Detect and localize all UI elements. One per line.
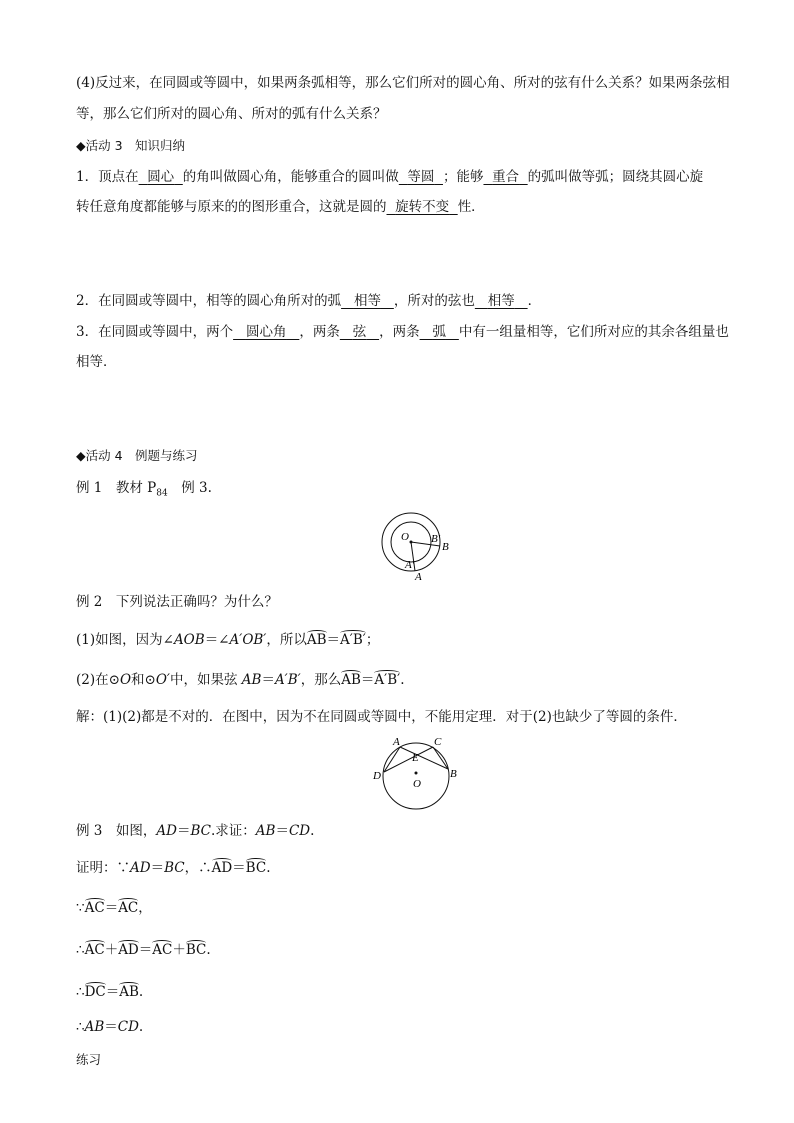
text: 3．在同圆或等圆中，两个 — [76, 324, 234, 340]
practice-heading: 练习 — [76, 1052, 102, 1067]
text: 性． — [457, 199, 485, 215]
text: 和⊙ — [131, 672, 156, 688]
text: ＝ — [138, 942, 153, 958]
text: . — [138, 1019, 144, 1035]
arc-symbol: AC — [118, 897, 138, 919]
question-4-line-1: (4)反过来，在同圆或等圆中，如果两条弧相等，那么它们所对的圆心角、所对的弦有什么关系？如果两条弦相 — [76, 75, 730, 91]
text: ＝∠ — [204, 632, 230, 648]
text: 1．顶点在 — [76, 169, 139, 185]
example-2-q1 — [76, 629, 756, 651]
text: ∵ — [76, 900, 85, 916]
text: ＝ — [232, 860, 246, 876]
example-2-q2 — [76, 669, 756, 691]
text: 的角叫做圆心角，能够重合的圆叫做 — [182, 169, 399, 185]
text: ． — [527, 293, 542, 309]
arc-symbol: AB — [119, 981, 139, 1003]
text: ＋ — [172, 942, 186, 958]
question-4-line-2: 等，那么它们所对的圆心角、所对的弧有什么关系？ — [76, 106, 387, 122]
text: 例 3. — [167, 480, 212, 496]
arc-symbol: DC — [85, 981, 106, 1003]
label-b: B — [450, 768, 457, 780]
math: CD — [117, 1019, 139, 1035]
activity-3-heading: ◆活动 3 知识归纳 — [76, 138, 186, 153]
activity-4-heading: ◆活动 4 例题与练习 — [76, 448, 198, 463]
arc-symbol: A′B′ — [374, 669, 400, 691]
text: 例 1 教材 P — [76, 480, 157, 496]
label-d: D — [373, 770, 381, 782]
example-2-title: 例 2 下列说法正确吗？为什么？ — [76, 594, 278, 610]
blank-answer: 等圆 — [407, 169, 435, 185]
center-point — [410, 541, 413, 544]
text: ＝ — [150, 860, 165, 876]
text: . — [206, 942, 211, 958]
text: ＋ — [104, 942, 119, 958]
text: ∴ — [76, 942, 85, 958]
text: ，那么 — [300, 672, 342, 688]
math: AD — [156, 823, 177, 839]
arc-symbol: BC — [186, 939, 207, 961]
proof-line-3 — [76, 939, 756, 961]
text: . — [310, 823, 315, 839]
text: . — [400, 672, 405, 688]
math: A′B′ — [274, 672, 301, 688]
arc-symbol: AD — [118, 939, 139, 961]
text: ，所对的弦也 — [393, 293, 475, 309]
text: ，两条 — [379, 324, 420, 340]
math: AD — [130, 860, 151, 876]
proof-line-5 — [76, 1016, 756, 1038]
math: AB — [241, 672, 262, 688]
knowledge-3-line-2: 相等． — [76, 354, 117, 370]
text: 的弧叫做等弧；圆绕其圆心旋 — [527, 169, 704, 185]
figure-concentric-circles — [370, 505, 460, 585]
text: ，两条 — [299, 324, 340, 340]
text: 证明：∵ — [76, 860, 130, 876]
text: 2．在同圆或等圆中，相等的圆心角所对的弧 — [76, 293, 342, 309]
text: ＝ — [326, 632, 341, 648]
text: . — [266, 860, 271, 876]
example-1 — [76, 477, 756, 505]
math: AB — [255, 823, 276, 839]
arc-symbol: AC — [85, 939, 105, 961]
text: (1)如图，因为∠ — [76, 632, 174, 648]
blank-answer: 旋转不变 — [395, 199, 450, 215]
arc-symbol: BC — [246, 857, 267, 879]
math: BC — [164, 860, 185, 876]
text: ＝ — [261, 672, 275, 688]
proof-line-2 — [76, 897, 756, 919]
arc-symbol: AC — [85, 897, 105, 919]
text: .求证： — [210, 823, 256, 839]
knowledge-1-line-1 — [76, 166, 756, 188]
text: ＝ — [104, 1019, 118, 1035]
math: BC — [190, 823, 211, 839]
arc-symbol: AC — [152, 939, 172, 961]
blank-answer: 圆心角 — [245, 324, 287, 340]
label-a: A — [415, 571, 422, 583]
arc-symbol: AB — [307, 629, 327, 651]
math: AB — [84, 1019, 105, 1035]
arc-symbol: AB — [341, 669, 361, 691]
blank-answer: 相等 — [353, 293, 381, 309]
label-a: A — [393, 736, 400, 748]
proof-line-4 — [76, 981, 756, 1003]
blank-answer: 弧 — [432, 324, 446, 340]
knowledge-1-line-2 — [76, 196, 756, 218]
proof-line-1 — [76, 857, 756, 879]
label-b: B — [442, 541, 449, 553]
text: ＝ — [275, 823, 289, 839]
label-b-prime: B′ — [431, 533, 441, 545]
math: O — [119, 672, 132, 688]
text: ， — [138, 900, 152, 916]
example-2-solution: 解：(1)(2)都是不对的．在图中，因为不在同圆或等圆中，不能用定理．对于(2)也缺少了等圆的条件． — [76, 709, 687, 725]
text: ＝ — [104, 900, 119, 916]
text: ＝ — [105, 984, 120, 1000]
text: 转任意角度都能够与原来的的图形重合，这就是圆的 — [76, 199, 387, 215]
arc-symbol: A′B′ — [340, 629, 366, 651]
label-a-prime: A′ — [405, 559, 415, 571]
blank-answer: 弦 — [352, 324, 367, 340]
blank-answer: 圆心 — [147, 169, 175, 185]
label-o: O — [413, 778, 421, 790]
label-c: C — [434, 736, 442, 748]
text: ∴ — [76, 984, 85, 1000]
blank-answer: 重合 — [492, 169, 520, 185]
text: 例 3 如图， — [76, 823, 157, 839]
text: ，所以 — [266, 632, 307, 648]
label-o: O — [401, 531, 409, 543]
math: AOB — [173, 632, 205, 648]
text: ∴ — [76, 1019, 85, 1035]
blank-answer: 相等 — [487, 293, 515, 309]
center-point — [415, 772, 418, 775]
knowledge-3-line-1 — [76, 321, 756, 343]
knowledge-2 — [76, 290, 756, 312]
label-e: E — [412, 752, 419, 764]
text: (2)在⊙ — [76, 672, 120, 688]
text: 中有一组量相等，它们所对应的其余各组量也 — [458, 324, 729, 340]
text: ＝ — [176, 823, 191, 839]
text: ，∴ — [184, 860, 212, 876]
text: . — [138, 984, 144, 1000]
figure-circle-chords — [366, 730, 466, 820]
math: A′OB′ — [229, 632, 267, 648]
text: ；能够 — [442, 169, 484, 185]
text: ； — [365, 632, 380, 648]
math: CD — [288, 823, 311, 839]
text: ＝ — [360, 672, 375, 688]
text: 中，如果弦 — [169, 672, 242, 688]
page-subscript: 84 — [156, 488, 168, 499]
example-3-title — [76, 820, 756, 842]
math: O′ — [155, 672, 170, 688]
arc-symbol: AD — [212, 857, 233, 879]
